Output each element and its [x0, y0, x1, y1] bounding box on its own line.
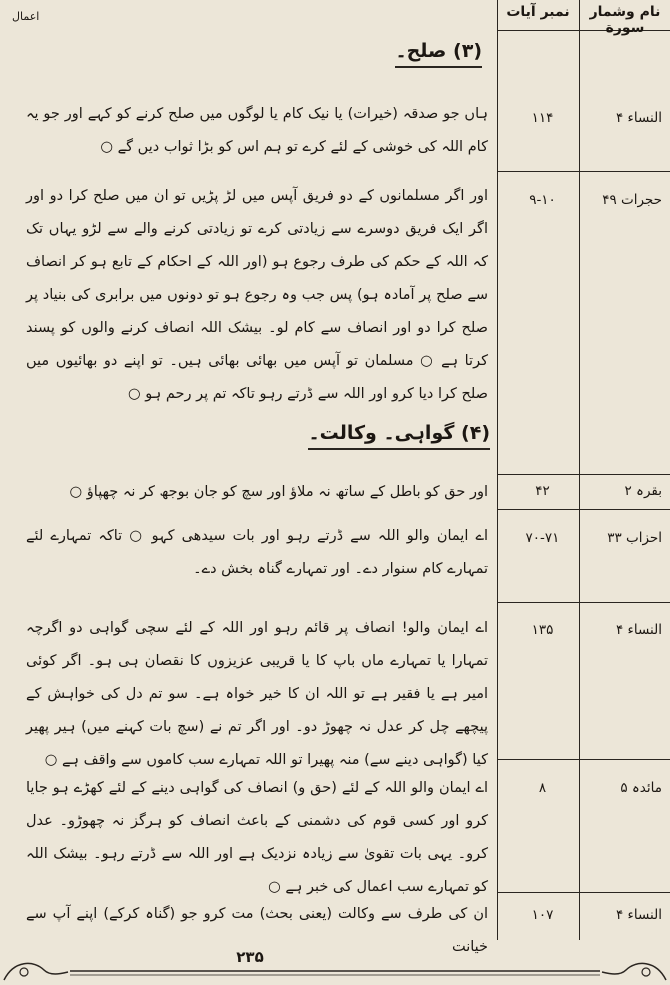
- surah-cell: حجرات ۴۹: [602, 192, 662, 208]
- verse-text: اے ایمان والو! انصاف پر قائم رہو اور اللہ کے لئے سچی گواہی دو اگرچہ تمہارا یا تمہارے ماں باپ کا یا قریبی عزیزوں کا نقصان ہی ہو۔ اگر کوئی امیر ہے یا فقیر ہے تو اللہ ان کا خیر خواہ ہے۔ سو تم دل کی خواہش کے پیچھے چل کر عدل نہ چھوڑ دو۔ اور اگر تم نے (سچ بات کہنے میں) ہیر پھیر کیا (گواہی دینے سے) منہ پھیرا تو اللہ تمہارے سب کاموں سے واقف ہے ○: [26, 620, 488, 768]
- header-ayat: نمبر آیات: [506, 4, 570, 20]
- surah-cell: احزاب ۳۳: [607, 530, 662, 546]
- surah-cell: مائدہ ۵: [620, 780, 662, 796]
- row-divider: [497, 474, 670, 475]
- column-divider-right: [579, 0, 580, 940]
- row-divider: [497, 602, 670, 603]
- row-divider: [497, 171, 670, 172]
- surah-cell: النساء ۴: [616, 622, 662, 638]
- ornament-dot-icon: [20, 968, 28, 976]
- row-divider: [497, 509, 670, 510]
- surah-cell: بقرہ ۲: [624, 483, 662, 499]
- ayat-cell: ۱۱۴: [531, 110, 554, 126]
- verse-text: اے ایمان والو اللہ سے ڈرتے رہو اور بات سیدھی کہو ○ تاکہ تمہارے لئے تمہارے کام سنوار دے۔ اور تمہارے گناہ بخش دے۔: [26, 528, 488, 577]
- column-divider-left: [497, 0, 498, 940]
- ayat-cell: ۷۰-۷۱: [525, 530, 560, 546]
- header-surah: نام وشمار سورة: [589, 4, 661, 36]
- verse-text: ہاں جو صدقہ (خیرات) یا نیک کام یا لوگوں میں صلح کرنے کو کہے اور جو یہ کام اللہ کی خوشی کے لئے کرے تو ہم اس کو بڑا ثواب دیں گے ○: [26, 106, 488, 155]
- ayat-cell: ۹-۱۰: [529, 192, 556, 208]
- flourish-left-icon: [4, 963, 68, 980]
- section-title-text: (۳) صلح۔: [395, 40, 482, 62]
- ayat-cell: ۸: [538, 780, 547, 796]
- page-number: ۲۳۵: [236, 948, 264, 966]
- verse-text: اور اگر مسلمانوں کے دو فریق آپس میں لڑ پڑیں تو ان میں صلح کرا دو اور اگر ایک فریق دوسرے سے زیادتی کرے تو زیادتی کرنے والے سے لڑو یہاں تک کہ اللہ کے حکم کی طرف رجوع ہو (اور اللہ کے احکام کے تابع ہو کر انصاف سے صلح پر آمادہ ہو) پس جب وہ رجوع ہو تو دونوں میں برابری کی بنیاد پر صلح کرا دو اور انصاف سے کام لو۔ بیشک اللہ انصاف کرنے والوں کو پسند کرتا ہے ○ مسلمان تو آپس میں بھائی بھائی ہیں۔ تو اپنے دو بھائیوں میں صلح کرا دیا کرو اور اللہ سے ڈرتے رہو تاکہ تم پر رحم ہو ○: [26, 188, 488, 402]
- row-divider: [497, 759, 670, 760]
- verse-text: اے ایمان والو اللہ کے لئے (حق و) انصاف کی گواہی دینے کے لئے کھڑے ہو جایا کرو اور کسی قوم کی دشمنی کے باعث انصاف کو ہرگز نہ چھوڑو۔ عدل کرو۔ یہی بات تقویٰ سے زیادہ نزدیک ہے اور اللہ سے ڈرتے رہو۔ بیشک اللہ کو تمہارے سب اعمال کی خبر ہے ○: [26, 780, 488, 895]
- section-title-sulh: [395, 40, 482, 68]
- surah-cell: النساء ۴: [616, 907, 662, 923]
- ayat-cell: ۱۰۷: [531, 907, 554, 923]
- ornament-dot-icon: [642, 968, 650, 976]
- row-divider: [497, 892, 670, 893]
- verse-text: اور حق کو باطل کے ساتھ نہ ملاؤ اور سچ کو جان بوجھ کر نہ چھپاؤ ○: [69, 484, 488, 500]
- ayat-cell: ۴۲: [535, 483, 550, 499]
- section-title-text: (۴) گواہی۔ وکالت۔: [308, 422, 490, 444]
- verse-text: ان کی طرف سے وکالت (یعنی بحث) مت کرو جو (گناہ کرکے) اپنے آپ سے خیانت: [26, 906, 488, 955]
- flourish-right-icon: [602, 963, 666, 980]
- corner-label: اعمال: [12, 10, 40, 23]
- section-underline: [395, 66, 482, 68]
- section-underline: [308, 448, 490, 450]
- surah-cell: النساء ۴: [616, 110, 662, 126]
- section-title-witness: [308, 422, 490, 450]
- ayat-cell: ۱۳۵: [531, 622, 554, 638]
- decorative-border: [0, 958, 670, 985]
